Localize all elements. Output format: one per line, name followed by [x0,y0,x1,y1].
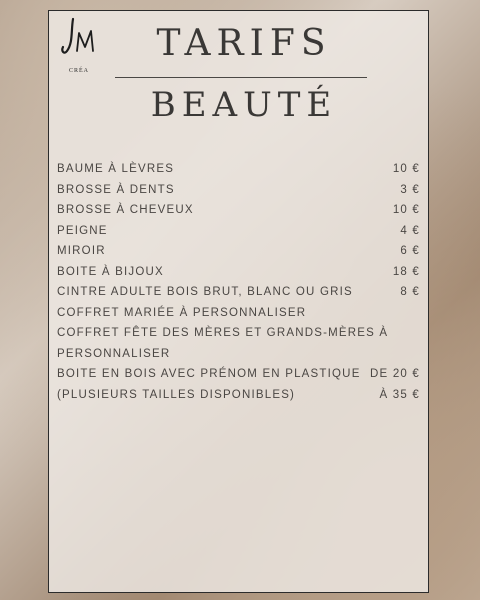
item-name: BOITE EN BOIS AVEC PRÉNOM EN PLASTIQUE [57,368,361,381]
page-title-line2: BEAUTÉ [150,85,338,125]
item-price: DE 20 € [370,368,420,381]
price-list [57,159,420,405]
logo-subtitle: CRÉA [68,68,89,74]
item-name: COFFRET FÊTE DES MÈRES ET GRANDS-MÈRES À [57,327,389,340]
price-row [57,241,420,262]
item-price: 18 € [392,265,420,278]
item-name: BOITE À BIJOUX [57,265,164,278]
item-price: 10 € [392,163,420,176]
price-row [57,303,420,324]
item-name: MIROIR [57,245,106,258]
item-name: (PLUSIEURS TAILLES DISPONIBLES) [57,388,296,401]
brand-logo [59,17,99,77]
item-name: BROSSE À CHEVEUX [57,204,194,217]
price-row [57,221,420,242]
price-card [48,10,429,593]
price-row [57,200,420,221]
price-row [57,364,420,385]
item-name: COFFRET MARIÉE À PERSONNALISER [57,306,307,319]
item-price: À 35 € [379,388,420,401]
title-divider [115,77,367,78]
price-row [57,323,420,344]
price-row [57,282,420,303]
item-name: PEIGNE [57,224,108,237]
page-title-line1: TARIFS [156,23,332,64]
item-price: 10 € [392,204,420,217]
item-name: BAUME À LÈVRES [57,163,175,176]
item-name: BROSSE À DENTS [57,183,175,196]
item-name: PERSONNALISER [57,347,171,360]
item-price: 8 € [400,286,420,299]
jm-monogram-icon [59,17,99,57]
price-row [57,180,420,201]
price-row [57,262,420,283]
item-price: 3 € [400,183,420,196]
price-row [57,159,420,180]
price-row [57,344,420,365]
item-name: CINTRE ADULTE BOIS BRUT, BLANC OU GRIS [57,286,353,299]
price-row [57,385,420,406]
item-price: 6 € [400,245,420,258]
item-price: 4 € [400,224,420,237]
